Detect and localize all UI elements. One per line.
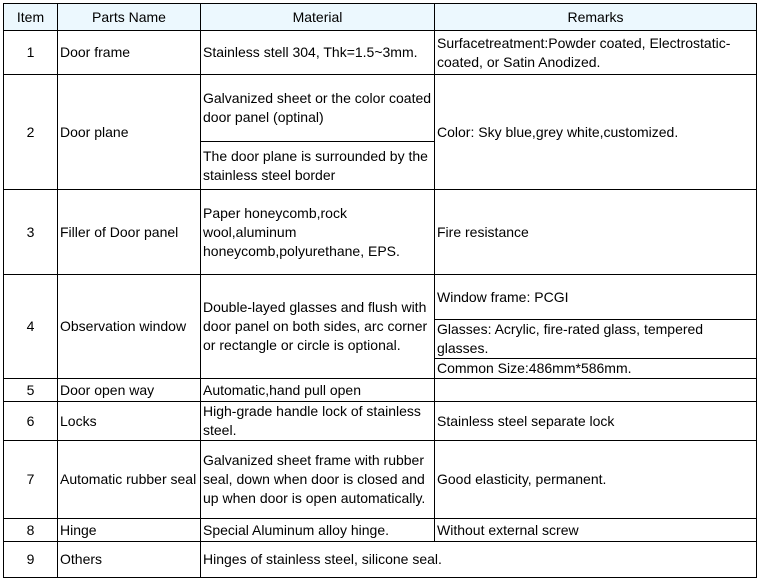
remarks-cell: Fire resistance bbox=[435, 190, 757, 275]
material-cell: The door plane is surrounded by the stainless steel border bbox=[201, 142, 435, 190]
table-row bbox=[4, 190, 757, 275]
material-cell: Galvanized sheet frame with rubber seal, down when door is closed and up when door is open automatically. bbox=[201, 441, 435, 519]
part-name: Door frame bbox=[58, 31, 201, 75]
table-row bbox=[4, 31, 757, 75]
part-name: Locks bbox=[58, 402, 201, 441]
table-row bbox=[4, 519, 757, 542]
material-cell: Galvanized sheet or the color coated door panel (optinal) bbox=[201, 75, 435, 142]
material-cell: Special Aluminum alloy hinge. bbox=[201, 519, 435, 542]
parts-spec-table bbox=[3, 3, 757, 578]
material-cell: Automatic,hand pull open bbox=[201, 379, 435, 402]
part-name: Automatic rubber seal bbox=[58, 441, 201, 519]
table-row bbox=[4, 379, 757, 402]
item-number: 9 bbox=[4, 542, 58, 578]
part-name: Others bbox=[58, 542, 201, 578]
item-number: 8 bbox=[4, 519, 58, 542]
material-cell: Stainless stell 304, Thk=1.5~3mm. bbox=[201, 31, 435, 75]
table-row bbox=[4, 402, 757, 441]
remarks-cell: Glasses: Acrylic, fire-rated glass, tempered glasses. bbox=[435, 320, 757, 359]
table-row bbox=[4, 542, 757, 578]
part-name: Filler of Door panel bbox=[58, 190, 201, 275]
header-item: Item bbox=[4, 4, 58, 31]
item-number: 2 bbox=[4, 75, 58, 190]
remarks-cell: Good elasticity, permanent. bbox=[435, 441, 757, 519]
remarks-cell: Stainless steel separate lock bbox=[435, 402, 757, 441]
table-row bbox=[4, 75, 757, 142]
part-name: Observation window bbox=[58, 275, 201, 379]
remarks-cell: Common Size:486mm*586mm. bbox=[435, 359, 757, 379]
remarks-cell: Without external screw bbox=[435, 519, 757, 542]
part-name: Door plane bbox=[58, 75, 201, 190]
remarks-cell: Window frame: PCGI bbox=[435, 275, 757, 320]
item-number: 7 bbox=[4, 441, 58, 519]
remarks-cell bbox=[435, 379, 757, 402]
item-number: 6 bbox=[4, 402, 58, 441]
material-cell: Paper honeycomb,rock wool,aluminum honeycomb,polyurethane, EPS. bbox=[201, 190, 435, 275]
remarks-cell: Color: Sky blue,grey white,customized. bbox=[435, 75, 757, 190]
header-material: Material bbox=[201, 4, 435, 31]
part-name: Hinge bbox=[58, 519, 201, 542]
material-cell: High-grade handle lock of stainless steel. bbox=[201, 402, 435, 441]
item-number: 1 bbox=[4, 31, 58, 75]
item-number: 4 bbox=[4, 275, 58, 379]
item-number: 5 bbox=[4, 379, 58, 402]
material-cell: Double-layed glasses and flush with door panel on both sides, arc corner or rectangle or circle is optional. bbox=[201, 275, 435, 379]
table-row bbox=[4, 275, 757, 320]
table-row bbox=[4, 441, 757, 519]
remarks-cell: Surfacetreatment:Powder coated, Electrostatic-coated, or Satin Anodized. bbox=[435, 31, 757, 75]
item-number: 3 bbox=[4, 190, 58, 275]
part-name: Door open way bbox=[58, 379, 201, 402]
header-parts-name: Parts Name bbox=[58, 4, 201, 31]
header-remarks: Remarks bbox=[435, 4, 757, 31]
table-header-row bbox=[4, 4, 757, 31]
material-cell: Hinges of stainless steel, silicone seal. bbox=[201, 542, 757, 578]
